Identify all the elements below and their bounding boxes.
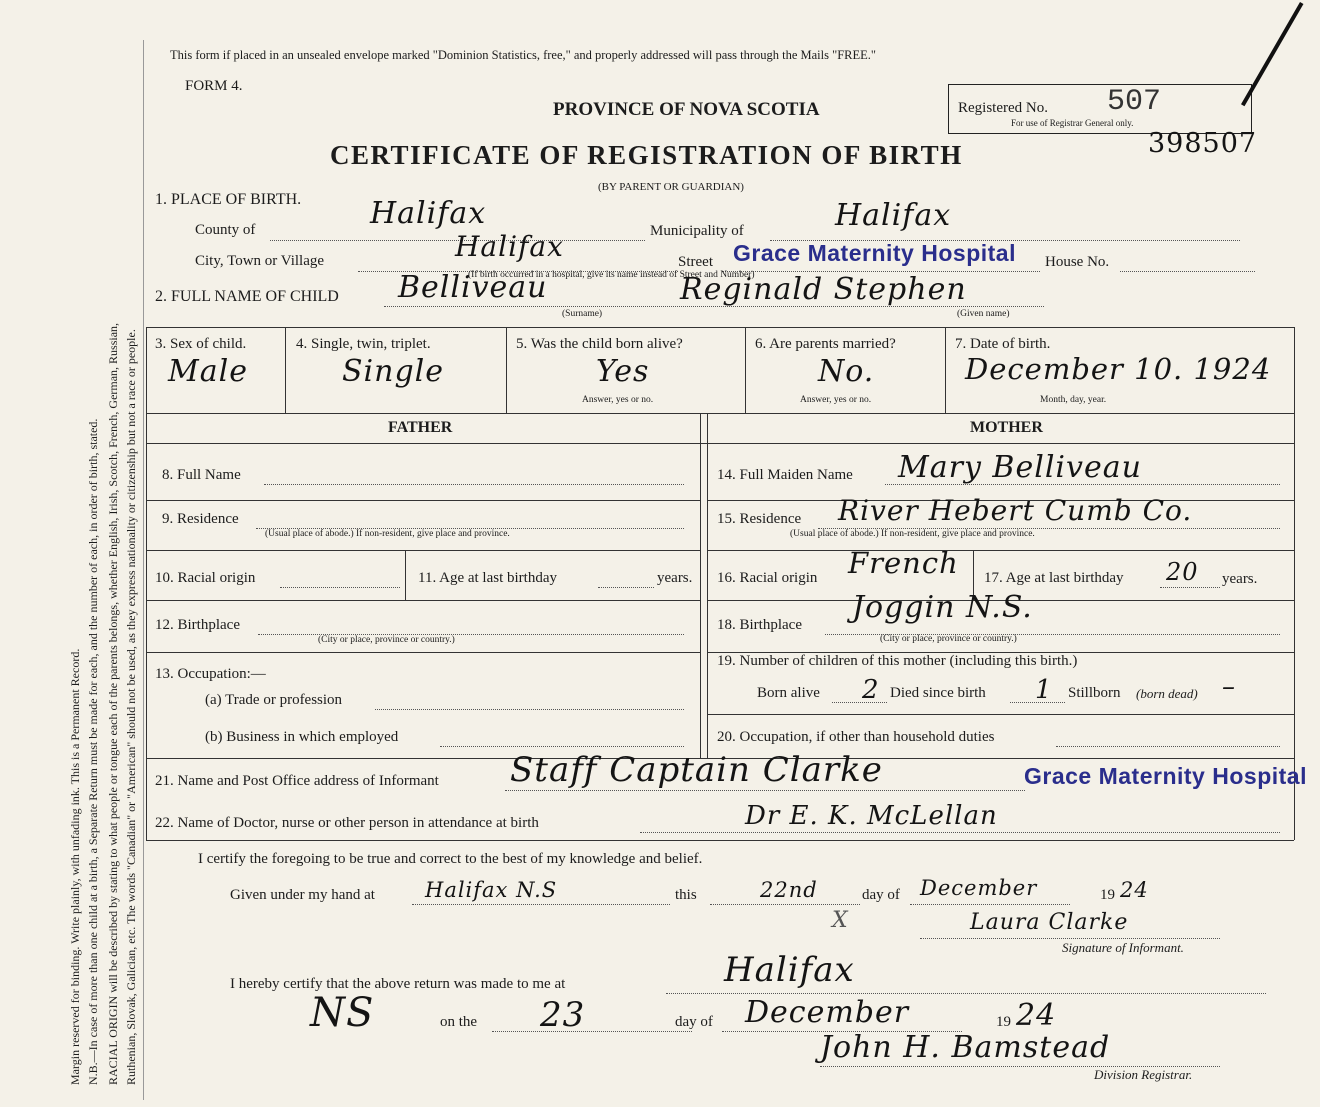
mother-residence-value: River Hebert Cumb Co. <box>838 494 1193 527</box>
postal-notice: This form if placed in an unsealed envelope marked "Dominion Statistics, free," and properly addressed will pass through the Mails "FREE." <box>170 48 877 62</box>
registered-box <box>948 84 1252 134</box>
surname-caption: (Surname) <box>562 309 603 319</box>
father-birthplace-caption: (City or place, province or country.) <box>318 635 455 645</box>
registrar-caption: Division Registrar. <box>1094 1067 1193 1082</box>
registrar-note: For use of Registrar General only. <box>1011 118 1134 128</box>
given-year-prefix: 19 <box>1100 887 1115 903</box>
informant-name: Staff Captain Clarke <box>510 750 883 790</box>
father-birthplace-label: 12. Birthplace <box>155 617 240 633</box>
registered-label: Registered No. <box>958 100 1048 116</box>
child-given-name: Reginald Stephen <box>680 272 967 307</box>
certification-statement: I certify the foregoing to be true and correct to the best of my knowledge and belief. <box>198 851 703 867</box>
father-age-suffix: years. <box>657 570 693 586</box>
mother-occupation-label: 20. Occupation, if other than household duties <box>717 729 995 745</box>
page-subtitle: (BY PARENT OR GUARDIAN) <box>598 181 744 193</box>
margin-rule <box>143 40 144 1100</box>
multiple-birth-value: Single <box>342 354 445 389</box>
given-day: 22nd <box>760 878 818 902</box>
died-label: Died since birth <box>890 685 986 701</box>
child-surname: Belliveau <box>398 270 548 305</box>
sex-value: Male <box>168 354 248 389</box>
form-number: FORM 4. <box>185 78 243 94</box>
mother-name-value: Mary Belliveau <box>898 450 1142 485</box>
father-trade-label: (a) Trade or profession <box>205 692 343 708</box>
multiple-birth-label: 4. Single, twin, triplet. <box>296 336 431 352</box>
parents-married-caption: Answer, yes or no. <box>800 395 872 405</box>
father-age-label: 11. Age at last birthday <box>418 570 557 586</box>
city-label: City, Town or Village <box>195 253 325 269</box>
registrar-year: 24 <box>1016 998 1057 1033</box>
x-mark: X <box>832 908 849 933</box>
registrar-signature: John H. Bamstead <box>820 1030 1111 1065</box>
mother-children-label: 19. Number of children of this mother (including this birth.) <box>717 653 1078 669</box>
registered-value: 507 <box>1107 85 1162 119</box>
father-residence-label: 9. Residence <box>162 511 239 527</box>
county-value: Halifax <box>370 196 487 231</box>
registrar-on-label: on the <box>440 1014 478 1030</box>
born-alive-label: 5. Was the child born alive? <box>516 336 683 352</box>
father-business-label: (b) Business in which employed <box>205 729 399 745</box>
mother-heading: MOTHER <box>970 419 1043 436</box>
margin-line-1: Margin reserved for binding. Write plainly, with unfading ink. This is a Permanent Record. <box>68 648 82 1085</box>
registrar-day: 23 <box>540 995 586 1035</box>
died-value: 1 <box>1035 675 1053 705</box>
municipality-value: Halifax <box>835 198 952 233</box>
given-this-label: this <box>675 887 697 903</box>
mother-age-label: 17. Age at last birthday <box>984 570 1124 586</box>
dob-caption: Month, day, year. <box>1040 395 1107 405</box>
city-value: Halifax <box>455 230 564 263</box>
father-heading: FATHER <box>388 419 453 436</box>
doctor-label: 22. Name of Doctor, nurse or other person in attendance at birth <box>155 815 539 831</box>
margin-line-2: N.B.—In case of more than one child at a birth, a Separate Return must be made for each, and the number of each, in order of birth, stated. <box>86 418 100 1085</box>
given-caption: (Given name) <box>957 309 1010 319</box>
street-stamp: Grace Maternity Hospital <box>733 240 1016 266</box>
province-title: PROVINCE OF NOVA SCOTIA <box>553 99 820 120</box>
mother-age-suffix: years. <box>1222 571 1258 587</box>
father-occupation-label: 13. Occupation:— <box>155 666 266 682</box>
pen-stroke <box>1241 2 1303 106</box>
child-name-label: 2. FULL NAME OF CHILD <box>155 288 339 305</box>
dob-label: 7. Date of birth. <box>955 336 1051 352</box>
mother-age-value: 20 <box>1166 558 1199 586</box>
given-month: December <box>920 876 1038 900</box>
registrar-place-cont: NS <box>310 990 375 1036</box>
mother-birthplace-value: Joggin N.S. <box>852 590 1033 625</box>
father-residence-caption: (Usual place of abode.) If non-resident, give place and province. <box>265 529 510 539</box>
sex-label: 3. Sex of child. <box>155 336 247 352</box>
mother-racial-value: French <box>848 546 959 580</box>
registrar-statement: I hereby certify that the above return was made to me at <box>230 976 566 992</box>
given-day-of-label: day of <box>862 887 900 903</box>
registrar-place: Halifax <box>724 950 855 990</box>
municipality-label: Municipality of <box>650 223 744 239</box>
parents-married-label: 6. Are parents married? <box>755 336 896 352</box>
parents-married-value: No. <box>818 354 875 389</box>
given-at-label: Given under my hand at <box>230 887 375 903</box>
margin-line-3: RACIAL ORIGIN will be described by stating to what people or tongue each of the parents belongs, whether English, Irish, Scotch, French, German, Russian, <box>106 322 120 1085</box>
place-of-birth-label: 1. PLACE OF BIRTH. <box>155 191 302 208</box>
mother-racial-label: 16. Racial origin <box>717 570 818 586</box>
mother-residence-caption: (Usual place of abode.) If non-resident, give place and province. <box>790 529 1035 539</box>
hospital-note: (If birth occurred in a hospital, give its name instead of Street and Number) <box>468 270 755 280</box>
mother-name-label: 14. Full Maiden Name <box>717 467 853 483</box>
mother-birthplace-label: 18. Birthplace <box>717 617 802 633</box>
handwritten-number: 398507 <box>1148 128 1258 159</box>
born-alive-value: Yes <box>596 354 650 389</box>
registrar-year-prefix: 19 <box>996 1014 1011 1030</box>
stillborn-label: Stillborn <box>1068 685 1121 701</box>
given-at-place: Halifax N.S <box>425 878 558 902</box>
house-label: House No. <box>1045 254 1110 270</box>
born-alive-count-label: Born alive <box>757 685 820 701</box>
street-label: Street <box>678 254 713 270</box>
father-name-label: 8. Full Name <box>162 467 241 483</box>
mother-residence-label: 15. Residence <box>717 511 802 527</box>
given-year: 24 <box>1120 878 1149 902</box>
dob-value: December 10. 1924 <box>965 352 1272 386</box>
stillborn-note: (born dead) <box>1136 686 1198 701</box>
county-label: County of <box>195 222 256 238</box>
page-title: CERTIFICATE OF REGISTRATION OF BIRTH <box>330 140 963 170</box>
born-alive-caption: Answer, yes or no. <box>582 395 654 405</box>
registrar-month: December <box>745 995 910 1030</box>
mother-birthplace-caption: (City or place, province or country.) <box>880 634 1017 644</box>
stillborn-value: – <box>1222 672 1236 702</box>
born-alive-count-value: 2 <box>862 675 880 705</box>
margin-line-4: Ruthenian, Slovak, Galician, etc. The words "Canadian" or "American" should not be used, as they express nationality or citizenship but not a race or people. <box>124 329 138 1085</box>
registrar-day-of-label: day of <box>675 1014 713 1030</box>
father-racial-label: 10. Racial origin <box>155 570 256 586</box>
informant-stamp: Grace Maternity Hospital <box>1024 763 1307 789</box>
informant-signature: Laura Clarke <box>970 910 1129 935</box>
doctor-value: Dr E. K. McLellan <box>745 801 998 831</box>
binding-margin <box>0 0 140 1107</box>
informant-signature-caption: Signature of Informant. <box>1062 940 1184 955</box>
informant-label: 21. Name and Post Office address of Informant <box>155 773 439 789</box>
